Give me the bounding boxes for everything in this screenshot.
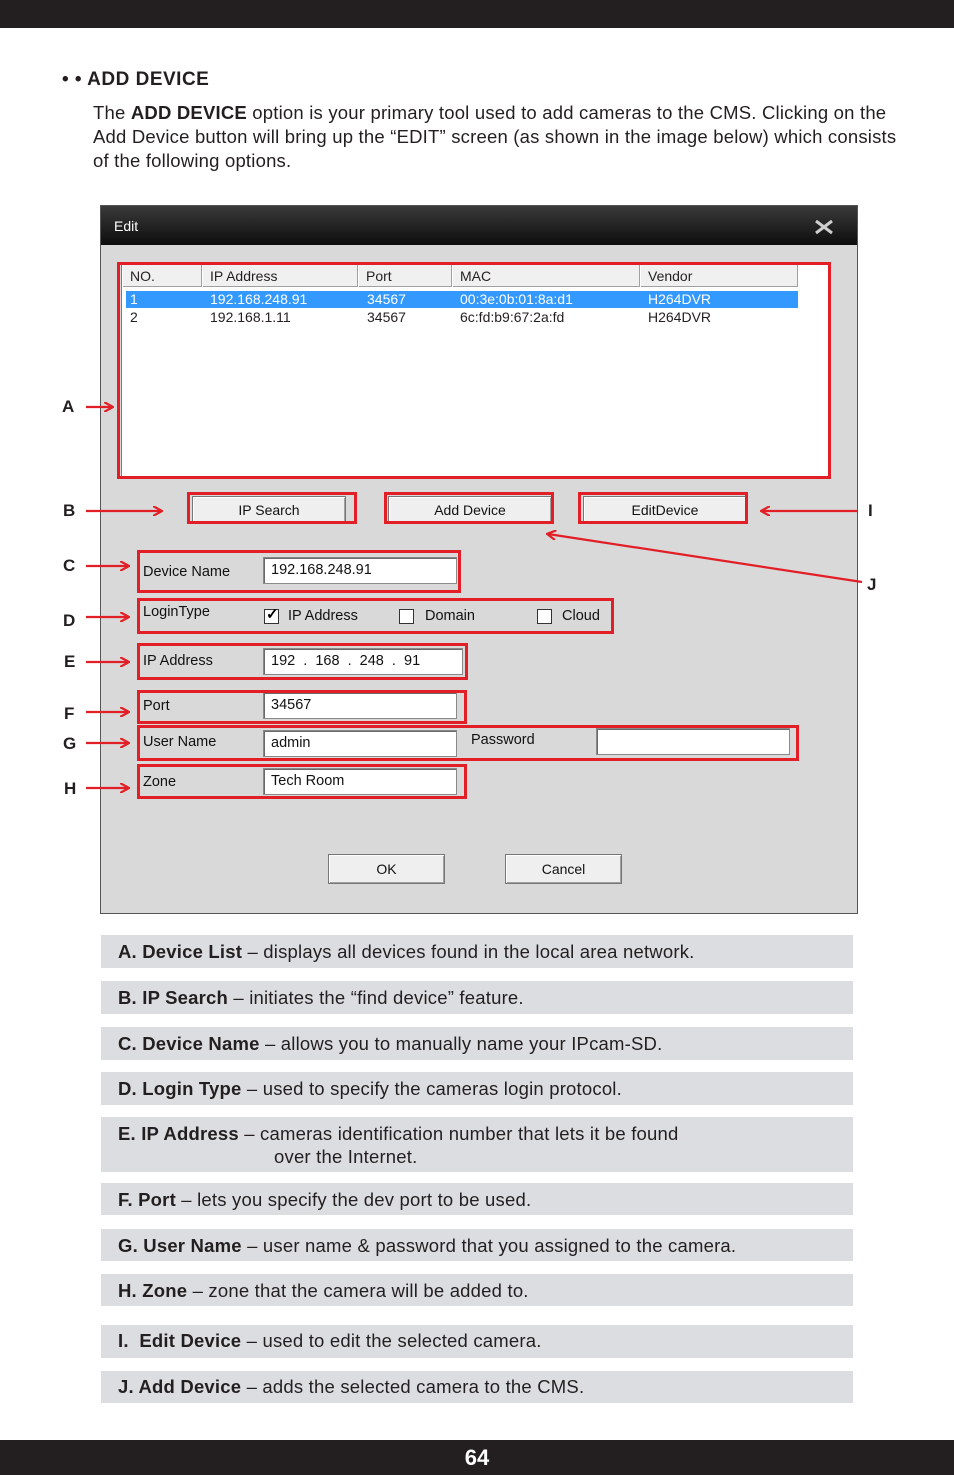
legend-term: G. User Name bbox=[118, 1235, 242, 1256]
annotation-j: J bbox=[867, 575, 877, 594]
cell-mac: 00:3e:0b:01:8a:d1 bbox=[460, 291, 573, 307]
legend-desc: – lets you specify the dev port to be used. bbox=[175, 1189, 532, 1210]
legend-term: B. IP Search bbox=[118, 987, 229, 1008]
login-type-label: LoginType bbox=[143, 604, 210, 620]
col-header-vendor[interactable]: Vendor bbox=[640, 265, 798, 287]
legend-desc: – cameras identification number that lets it be found bbox=[238, 1123, 679, 1144]
legend-text bbox=[118, 940, 695, 963]
login-ip-label: IP Address bbox=[288, 608, 358, 624]
top-bar bbox=[0, 0, 954, 28]
legend-item-d bbox=[101, 1072, 853, 1105]
close-icon[interactable] bbox=[813, 216, 835, 238]
highlight-ip-search bbox=[187, 492, 357, 524]
legend-term: E. IP Address bbox=[118, 1123, 239, 1144]
highlight-device-list bbox=[117, 262, 831, 479]
legend-item-c bbox=[101, 1027, 853, 1060]
highlight-user-password bbox=[137, 725, 799, 761]
legend-desc: – used to specify the cameras login protocol. bbox=[241, 1078, 622, 1099]
highlight-login-type bbox=[137, 598, 614, 634]
edit-device-button[interactable]: EditDevice bbox=[583, 496, 747, 524]
intro-prefix: The bbox=[93, 102, 131, 123]
cell-no: 1 bbox=[130, 291, 138, 307]
legend-item-a bbox=[101, 935, 853, 968]
legend-item-i bbox=[101, 1325, 853, 1358]
annotation-h: H bbox=[64, 779, 77, 798]
cell-port: 34567 bbox=[367, 291, 406, 307]
annotation-g: G bbox=[63, 734, 77, 753]
cancel-button[interactable]: Cancel bbox=[505, 854, 622, 884]
page-number: 64 bbox=[464, 1445, 490, 1470]
zone-field[interactable]: Tech Room bbox=[263, 768, 457, 795]
legend-text bbox=[118, 1077, 622, 1100]
col-header-no[interactable]: NO. bbox=[122, 265, 202, 287]
legend-item-f bbox=[101, 1183, 853, 1215]
annotation-e: E bbox=[64, 652, 76, 671]
legend-term: I. Edit Device bbox=[118, 1330, 242, 1351]
legend-item-g bbox=[101, 1229, 853, 1261]
ip-address-field[interactable]: 192 . 168 . 248 . 91 bbox=[263, 648, 463, 675]
annotation-i: I bbox=[868, 501, 873, 520]
annotation-b: B bbox=[63, 501, 76, 520]
highlight-device-name bbox=[137, 550, 461, 593]
legend-text bbox=[118, 1188, 531, 1211]
user-name-label: User Name bbox=[143, 734, 217, 750]
legend-desc: – allows you to manually name your IPcam-SD. bbox=[259, 1033, 663, 1054]
legend-term: H. Zone bbox=[118, 1280, 188, 1301]
port-field[interactable]: 34567 bbox=[263, 692, 457, 719]
legend-desc: – used to edit the selected camera. bbox=[241, 1330, 542, 1351]
legend-term: F. Port bbox=[118, 1189, 176, 1210]
legend-item-j bbox=[101, 1371, 853, 1403]
intro-bold: ADD DEVICE bbox=[130, 102, 247, 123]
col-header-ip[interactable]: IP Address bbox=[202, 265, 358, 287]
legend-desc: – initiates the “find device” feature. bbox=[228, 987, 524, 1008]
legend-text bbox=[118, 1122, 678, 1145]
cell-port: 34567 bbox=[367, 309, 406, 325]
annotation-a: A bbox=[62, 397, 75, 416]
device-name-field[interactable]: 192.168.248.91 bbox=[263, 557, 457, 584]
legend-item-b bbox=[101, 981, 853, 1014]
highlight-ip-address bbox=[137, 643, 468, 680]
legend-desc: – zone that the camera will be added to. bbox=[187, 1280, 529, 1301]
dialog-titlebar bbox=[101, 206, 857, 245]
legend-item-h bbox=[101, 1274, 853, 1306]
login-cloud-label: Cloud bbox=[562, 608, 600, 624]
highlight-port bbox=[137, 690, 467, 724]
port-label: Port bbox=[143, 698, 170, 714]
ip-search-button[interactable]: IP Search bbox=[192, 496, 346, 524]
col-header-mac[interactable]: MAC bbox=[452, 265, 640, 287]
zone-label: Zone bbox=[143, 774, 177, 790]
legend-desc: – displays all devices found in the local area network. bbox=[242, 941, 695, 962]
cell-mac: 6c:fd:b9:67:2a:fd bbox=[460, 309, 565, 325]
col-header-port[interactable]: Port bbox=[358, 265, 452, 287]
add-device-button[interactable]: Add Device bbox=[388, 496, 552, 524]
dialog-title: Edit bbox=[114, 218, 139, 234]
annotation-d: D bbox=[63, 611, 76, 630]
annotation-c: C bbox=[63, 556, 76, 575]
legend-term: D. Login Type bbox=[118, 1078, 242, 1099]
legend-term: A. Device List bbox=[118, 941, 243, 962]
highlight-edit-device bbox=[578, 492, 748, 524]
legend-text bbox=[118, 1375, 584, 1398]
legend-text bbox=[118, 1234, 736, 1257]
legend-text bbox=[118, 1279, 529, 1302]
legend-text bbox=[118, 1329, 542, 1352]
legend-desc-continued: over the Internet. bbox=[274, 1146, 418, 1167]
check-icon: ✓ bbox=[266, 606, 279, 623]
cell-vendor: H264DVR bbox=[648, 309, 712, 325]
cell-ip: 192.168.1.11 bbox=[210, 309, 291, 325]
login-domain-label: Domain bbox=[425, 608, 475, 624]
cell-no: 2 bbox=[130, 309, 138, 325]
legend-term: J. Add Device bbox=[118, 1376, 242, 1397]
legend-text bbox=[118, 1032, 662, 1055]
highlight-zone bbox=[137, 764, 467, 799]
legend-term: C. Device Name bbox=[118, 1033, 260, 1054]
password-label: Password bbox=[471, 732, 535, 748]
intro-rest: option is your primary tool used to add cameras to the CMS. Clicking on the Add Device button will bring up the “EDIT” screen (as shown in the image below) which consists of the following options. bbox=[93, 102, 897, 171]
legend-desc: – adds the selected camera to the CMS. bbox=[241, 1376, 585, 1397]
annotation-f: F bbox=[64, 704, 75, 723]
highlight-add-device bbox=[384, 492, 554, 524]
intro-paragraph bbox=[93, 101, 913, 173]
device-name-label: Device Name bbox=[143, 564, 231, 580]
section-heading: • • ADD DEVICE bbox=[62, 69, 210, 90]
user-name-field[interactable]: admin bbox=[263, 730, 457, 757]
legend-desc: – user name & password that you assigned to the camera. bbox=[241, 1235, 737, 1256]
ok-button[interactable]: OK bbox=[328, 854, 445, 884]
legend-text bbox=[118, 986, 524, 1009]
cell-ip: 192.168.248.91 bbox=[210, 291, 308, 307]
cell-vendor: H264DVR bbox=[648, 291, 712, 307]
ip-address-label: IP Address bbox=[143, 653, 213, 669]
legend-item-e bbox=[101, 1117, 853, 1172]
